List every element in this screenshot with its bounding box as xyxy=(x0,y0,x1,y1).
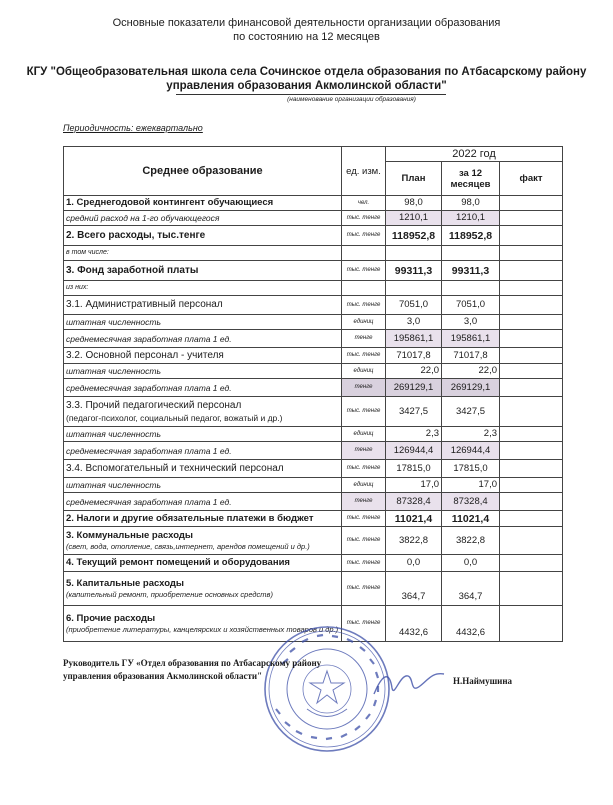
row-12m: 99311,3 xyxy=(442,261,500,281)
row-fact xyxy=(500,364,563,379)
table-row xyxy=(64,261,563,281)
row-plan: 195861,1 xyxy=(386,330,442,348)
row-label: штатная численность xyxy=(64,478,342,493)
row-plan: 71017,8 xyxy=(386,348,442,364)
table-row xyxy=(64,348,563,364)
row-plan: 3427,5 xyxy=(386,397,442,427)
row-unit xyxy=(342,246,386,261)
row-label: 2. Налоги и другие обязательные платежи в бюджет xyxy=(64,511,342,527)
row-label-main: 3. Коммунальные расходы xyxy=(66,529,194,541)
row-plan: 118952,8 xyxy=(386,226,442,246)
row-fact xyxy=(500,348,563,364)
row-12m xyxy=(442,281,500,296)
row-unit: тыс. тенге xyxy=(342,296,386,315)
row-label: 2. Всего расходы, тыс.тенге xyxy=(64,226,342,246)
row-plan: 7051,0 xyxy=(386,296,442,315)
row-unit: чел. xyxy=(342,196,386,211)
row-unit: тенге xyxy=(342,379,386,397)
row-label-note: (капительный ремонт, приобретение основных средств) xyxy=(66,589,273,599)
row-12m: 2,3 xyxy=(442,427,500,442)
row-fact xyxy=(500,511,563,527)
row-12m: 118952,8 xyxy=(442,226,500,246)
row-plan: 269129,1 xyxy=(386,379,442,397)
table-row xyxy=(64,364,563,379)
table-row xyxy=(64,493,563,511)
organization-underline xyxy=(176,94,446,95)
row-label-main: 3.3. Прочий педагогический персонал xyxy=(66,399,242,411)
row-unit: тыс. тенге xyxy=(342,572,386,606)
row-12m: 195861,1 xyxy=(442,330,500,348)
row-12m: 17,0 xyxy=(442,478,500,493)
table-row xyxy=(64,511,563,527)
row-plan: 3822,8 xyxy=(386,527,442,555)
row-label xyxy=(64,397,342,427)
row-12m: 22,0 xyxy=(442,364,500,379)
row-12m: 11021,4 xyxy=(442,511,500,527)
organization-name-line2: управления образования Акмолинской области" xyxy=(166,80,447,92)
row-label: 3. Фонд заработной платы xyxy=(64,261,342,281)
row-12m: 1210,1 xyxy=(442,211,500,226)
row-label: в том числе: xyxy=(64,246,342,261)
table-row xyxy=(64,572,563,606)
table-row xyxy=(64,226,563,246)
row-fact xyxy=(500,196,563,211)
row-fact xyxy=(500,478,563,493)
row-unit: тыс. тенге xyxy=(342,261,386,281)
row-unit: единиц xyxy=(342,478,386,493)
column-header-year: 2022 год xyxy=(386,147,563,162)
row-label-main: 6. Прочие расходы xyxy=(66,612,156,624)
row-unit: тыс. тенге xyxy=(342,527,386,555)
row-label: 1. Среднегодовой контингент обучающиеся xyxy=(64,196,342,211)
row-fact xyxy=(500,330,563,348)
row-label: среднемесячная заработная плата 1 ед. xyxy=(64,442,342,460)
row-unit: тыс. тенге xyxy=(342,555,386,572)
row-unit: тыс. тенге xyxy=(342,211,386,226)
row-12m: 71017,8 xyxy=(442,348,500,364)
table-row xyxy=(64,555,563,572)
row-12m: 17815,0 xyxy=(442,460,500,478)
table-row xyxy=(64,427,563,442)
row-fact xyxy=(500,226,563,246)
row-fact xyxy=(500,261,563,281)
row-label-main: 5. Капитальные расходы xyxy=(66,577,185,589)
column-header-education: Среднее образование xyxy=(64,147,342,196)
row-plan: 11021,4 xyxy=(386,511,442,527)
row-label: средний расход на 1-го обучающегося xyxy=(64,211,342,226)
row-plan: 126944,4 xyxy=(386,442,442,460)
row-fact xyxy=(500,572,563,606)
row-12m: 3,0 xyxy=(442,315,500,330)
document-title: Основные показатели финансовой деятельности организации образования xyxy=(112,17,501,29)
row-fact xyxy=(500,211,563,226)
row-label xyxy=(64,572,342,606)
row-fact xyxy=(500,555,563,572)
row-plan xyxy=(386,246,442,261)
column-header-plan: План xyxy=(386,162,442,196)
row-label: штатная численность xyxy=(64,315,342,330)
table-row xyxy=(64,296,563,315)
row-12m: 0,0 xyxy=(442,555,500,572)
row-plan: 22,0 xyxy=(386,364,442,379)
financial-indicators-table xyxy=(63,146,563,642)
document-subtitle: по состоянию на 12 месяцев xyxy=(233,31,380,43)
row-label xyxy=(64,527,342,555)
row-12m: 3822,8 xyxy=(442,527,500,555)
row-label: 3.4. Вспомогательный и технический персонал xyxy=(64,460,342,478)
periodicity: Периодичность: ежеквартально xyxy=(63,123,203,133)
row-unit: тыс. тенге xyxy=(342,226,386,246)
row-label: 3.2. Основной персонал - учителя xyxy=(64,348,342,364)
table-row xyxy=(64,211,563,226)
row-plan: 98,0 xyxy=(386,196,442,211)
row-label: штатная численность xyxy=(64,427,342,442)
table-row xyxy=(64,442,563,460)
row-12m: 364,7 xyxy=(442,572,500,606)
table-row xyxy=(64,196,563,211)
row-fact xyxy=(500,493,563,511)
row-fact xyxy=(500,460,563,478)
row-unit: единиц xyxy=(342,315,386,330)
row-unit: единиц xyxy=(342,364,386,379)
column-header-12-months: за 12 месяцев xyxy=(442,162,500,196)
row-label: среднемесячная заработная плата 1 ед. xyxy=(64,493,342,511)
row-fact xyxy=(500,427,563,442)
column-header-unit: ед. изм. xyxy=(342,147,386,196)
table-row xyxy=(64,281,563,296)
row-fact xyxy=(500,246,563,261)
table-row xyxy=(64,460,563,478)
row-fact xyxy=(500,296,563,315)
row-12m: 4432,6 xyxy=(442,606,500,642)
table-row xyxy=(64,246,563,261)
column-header-fact: факт xyxy=(500,162,563,196)
row-label: штатная численность xyxy=(64,364,342,379)
row-fact xyxy=(500,606,563,642)
row-unit: тыс. тенге xyxy=(342,460,386,478)
row-fact xyxy=(500,527,563,555)
row-label-note: (свет, вода, отопление, связь,интернет, арендов помещений и др.) xyxy=(66,541,310,551)
row-plan: 87328,4 xyxy=(386,493,442,511)
row-unit: тенге xyxy=(342,442,386,460)
row-unit: тыс. тенге xyxy=(342,511,386,527)
row-fact xyxy=(500,397,563,427)
row-fact xyxy=(500,281,563,296)
organization-caption: (наименование организации образования) xyxy=(287,96,416,103)
row-plan: 4432,6 xyxy=(386,606,442,642)
table-row xyxy=(64,379,563,397)
row-unit: тыс. тенге xyxy=(342,606,386,642)
row-label: среднемесячная заработная плата 1 ед. xyxy=(64,379,342,397)
row-plan: 17815,0 xyxy=(386,460,442,478)
row-plan: 99311,3 xyxy=(386,261,442,281)
row-12m: 3427,5 xyxy=(442,397,500,427)
row-plan xyxy=(386,281,442,296)
row-unit: тенге xyxy=(342,493,386,511)
row-plan: 3,0 xyxy=(386,315,442,330)
row-plan: 364,7 xyxy=(386,572,442,606)
organization-name: КГУ "Общеобразовательная школа села Сочинское отдела образования по Атбасарскому району xyxy=(26,66,587,78)
row-plan: 0,0 xyxy=(386,555,442,572)
row-unit: тыс. тенге xyxy=(342,348,386,364)
table-row xyxy=(64,330,563,348)
table-row xyxy=(64,527,563,555)
row-12m: 269129,1 xyxy=(442,379,500,397)
table-row xyxy=(64,397,563,427)
signature-mark xyxy=(370,664,450,704)
row-12m: 98,0 xyxy=(442,196,500,211)
row-unit: единиц xyxy=(342,427,386,442)
row-label: из них: xyxy=(64,281,342,296)
row-unit xyxy=(342,281,386,296)
row-plan: 2,3 xyxy=(386,427,442,442)
row-label: среднемесячная заработная плата 1 ед. xyxy=(64,330,342,348)
row-plan: 1210,1 xyxy=(386,211,442,226)
row-label: 3.1. Административный персонал xyxy=(64,296,342,315)
head-title-line1: Руководитель ГУ «Отдел образования по Атбасарскому району xyxy=(63,658,322,668)
row-label-note: (педагог-психолог, социальный педагог, вожатый и др.) xyxy=(66,412,283,423)
head-title-line2: управления образования Акмолинской области" xyxy=(63,671,263,681)
row-label: 4. Текущий ремонт помещений и оборудования xyxy=(64,555,342,572)
row-12m: 126944,4 xyxy=(442,442,500,460)
row-fact xyxy=(500,442,563,460)
row-plan: 17,0 xyxy=(386,478,442,493)
head-name: Н.Наймушина xyxy=(453,676,513,686)
row-unit: тыс. тенге xyxy=(342,397,386,427)
row-unit: тенге xyxy=(342,330,386,348)
row-12m xyxy=(442,246,500,261)
table-row xyxy=(64,315,563,330)
row-12m: 87328,4 xyxy=(442,493,500,511)
table-row xyxy=(64,478,563,493)
row-fact xyxy=(500,315,563,330)
row-fact xyxy=(500,379,563,397)
row-label-note: (приобретение литературы, канцелярских и хозяйственных товаров и др.) xyxy=(66,624,339,634)
row-12m: 7051,0 xyxy=(442,296,500,315)
